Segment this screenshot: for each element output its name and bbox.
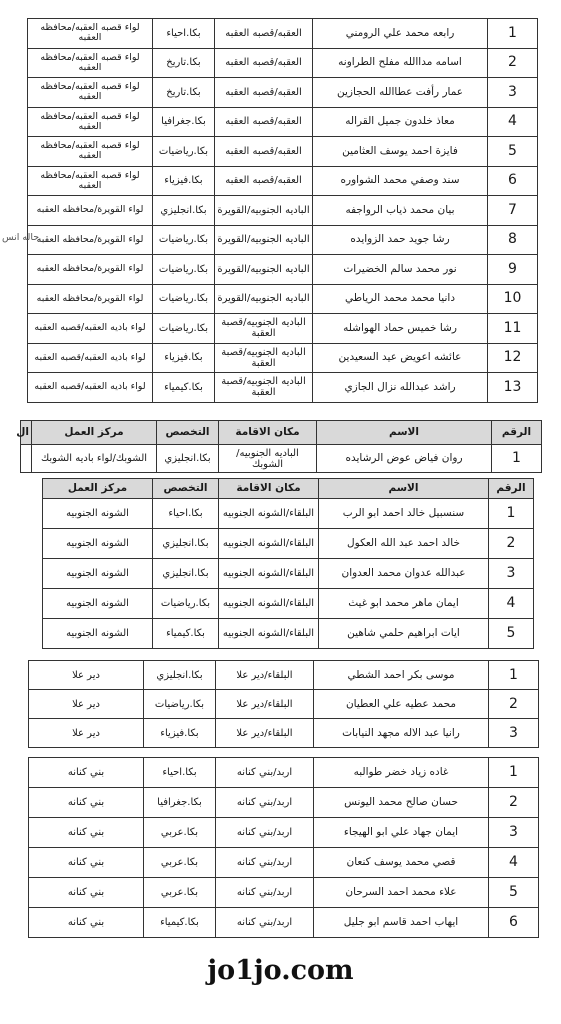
row-name: رابعه محمد علي الرومني [313,19,488,49]
table-row [28,196,538,226]
table-row [29,788,539,818]
table-header-row [43,479,534,499]
row-residence: الباديه الجنوبيه/قصبة العقبة [215,373,313,403]
table-row [28,137,538,167]
row-work: لواء قصبه العقبه/محافظه العقبه [28,78,153,108]
table-row [29,908,539,938]
footer-site: jo1jo.com [207,955,354,986]
row-name: سنسبيل خالد احمد ابو الرب [319,499,489,529]
table-row [29,661,539,690]
table-row [43,499,534,529]
row-work: الشونه الجنوبيه [43,529,153,559]
header-no: الرقم [489,479,534,499]
row-residence: اربد/بني كنانه [216,878,314,908]
row-name: ايمان جهاد علي ابو الهيجاء [314,818,489,848]
row-residence: الباديه الجنوبيه/القويرة [215,255,313,285]
table-row [43,529,534,559]
row-name: معاذ خلدون جميل القراله [313,107,488,137]
row-name: دانيا محمد محمد الرياطي [313,284,488,314]
row-major: بكا.احياء [153,499,219,529]
header-extra: ال [21,421,32,445]
row-name: اسامه مداالله مفلح الطراونه [313,48,488,78]
row-major: بكا.انجليزي [153,196,215,226]
row-work: دير علا [29,719,144,748]
row-name: سند وصفي محمد الشواوره [313,166,488,196]
table-row [43,559,534,589]
table-bani-kinanah [28,757,539,938]
row-work: الشوبك/لواء باديه الشوبك [32,445,157,473]
row-residence: العقبه/قصبه العقبه [215,107,313,137]
row-work: لواء قصبه العقبه/محافظه العقبه [28,137,153,167]
row-major: بكا.انجليزي [153,529,219,559]
table-row [29,690,539,719]
row-major: بكا.تاريخ [153,48,215,78]
row-work: بني كنانه [29,908,144,938]
row-major: بكا.كيمياء [153,373,215,403]
row-residence: البلقاء/الشونه الجنوبيه [219,589,319,619]
row-residence: العقبه/قصبه العقبه [215,137,313,167]
row-work: لواء باديه العقبه/قصبه العقبه [28,314,153,344]
row-number: 12 [488,343,538,373]
row-work: الشونه الجنوبيه [43,589,153,619]
row-work: الشونه الجنوبيه [43,619,153,649]
row-number: 1 [489,661,539,690]
row-number: 1 [488,19,538,49]
row-major: بكا.فيزياء [144,719,216,748]
row-number: 3 [489,818,539,848]
row-major: بكا.عربي [144,818,216,848]
row-residence: العقبه/قصبه العقبه [215,48,313,78]
row-work: لواء قصبه العقبه/محافظه العقبه [28,107,153,137]
table-row [28,48,538,78]
row-number: 5 [488,137,538,167]
row-major: بكا.رياضيات [153,314,215,344]
row-number: 7 [488,196,538,226]
header-work: مركز العمل [43,479,153,499]
row-major: بكا.رياضيات [153,137,215,167]
row-name: عمار رأفت عطاالله الحجازين [313,78,488,108]
row-name: قصي محمد يوسف كنعان [314,848,489,878]
table-row [29,719,539,748]
table-row [21,445,542,473]
row-major: بكا.كيمياء [153,619,219,649]
table-row [43,619,534,649]
row-number: 10 [488,284,538,314]
row-work: الشونه الجنوبيه [43,499,153,529]
row-name: خالد احمد عبد الله العكول [319,529,489,559]
row-name: رانيا عبد الاله مجهد النيابات [314,719,489,748]
row-name: بيان محمد ذياب الرواجفه [313,196,488,226]
table-row [28,225,538,255]
row-work: بني كنانه [29,758,144,788]
row-residence: الباديه الجنوبيه/القويرة [215,196,313,226]
row-number: 5 [489,619,534,649]
row-major: بكا.انجليزي [144,661,216,690]
table-header-row [21,421,542,445]
row-major: بكا.احياء [153,19,215,49]
row-residence: البلقاء/الشونه الجنوبيه [219,499,319,529]
header-no: الرقم [492,421,542,445]
table-row [28,343,538,373]
row-number: 1 [489,758,539,788]
row-name: رشا خميس حماد الهواشله [313,314,488,344]
row-name: موسى بكر احمد الشطي [314,661,489,690]
row-number: 4 [489,589,534,619]
row-number: 6 [488,166,538,196]
header-name: الاسم [319,479,489,499]
row-major: بكا.رياضيات [153,589,219,619]
row-work: بني كنانه [29,818,144,848]
row-residence: اربد/بني كنانه [216,908,314,938]
row-work: بني كنانه [29,878,144,908]
row-number: 4 [489,848,539,878]
row-residence: اربد/بني كنانه [216,848,314,878]
row-residence: البلقاء/دير علا [216,719,314,748]
row-work: لواء قصبه العقبه/محافظه العقبه [28,166,153,196]
header-residence: مكان الاقامة [219,421,317,445]
row-residence: الباديه الجنوبيه/القويرة [215,284,313,314]
row-work: الشونه الجنوبيه [43,559,153,589]
row-residence: العقبه/قصبه العقبه [215,19,313,49]
row-residence: البلقاء/الشونه الجنوبيه [219,529,319,559]
row-work: لواء القويرة/محافظه العقبه [28,255,153,285]
row-work: لواء القويرة/محافظه العقبه [28,196,153,226]
header-major: التخصص [153,479,219,499]
row-residence: البلقاء/الشونه الجنوبيه [219,559,319,589]
row-major: بكا.تاريخ [153,78,215,108]
row-number: 6 [489,908,539,938]
row-name: عبدالله عدوان محمد العدوان [319,559,489,589]
row-major: بكا.عربي [144,848,216,878]
row-major: بكا.رياضيات [153,284,215,314]
row-work: لواء القويرة/محافظه العقبه [28,225,153,255]
table-aqaba [27,18,538,403]
row-work: دير علا [29,690,144,719]
table-row [28,284,538,314]
table-row [29,758,539,788]
row-name: محمد عطيه علي العطيان [314,690,489,719]
table-row [29,848,539,878]
header-work: مركز العمل [32,421,157,445]
row-work: بني كنانه [29,848,144,878]
table-row [28,166,538,196]
row-number: 2 [489,529,534,559]
row-number: 1 [492,445,542,473]
row-major: بكا.احياء [144,758,216,788]
row-residence: العقبه/قصبه العقبه [215,166,313,196]
row-number: 5 [489,878,539,908]
row-name: راشد عبدالله نزال الجازي [313,373,488,403]
row-major: بكا.كيمياء [144,908,216,938]
row-residence: البلقاء/الشونه الجنوبيه [219,619,319,649]
table-row [29,878,539,908]
table-row [43,589,534,619]
row-number: 13 [488,373,538,403]
row-name: علاء محمد احمد السرحان [314,878,489,908]
table-row [28,373,538,403]
header-name: الاسم [317,421,492,445]
table-south-shuneh [42,478,534,649]
row-number: 11 [488,314,538,344]
row-major: بكا.فيزياء [153,166,215,196]
row-number: 2 [488,48,538,78]
row-residence: الباديه الجنوبيه/قصبة العقبة [215,314,313,344]
row-number: 4 [488,107,538,137]
row-name: ايات ابراهيم حلمي شاهين [319,619,489,649]
table-row [28,19,538,49]
header-major: التخصص [157,421,219,445]
row-work: لواء قصبه العقبه/محافظه العقبه [28,19,153,49]
table-deir-alla [28,660,539,748]
row-name: غاده زياد خضر طوالبه [314,758,489,788]
row-number: 9 [488,255,538,285]
row-number: 3 [489,559,534,589]
row-number: 3 [489,719,539,748]
row-name: ايمان ماهر محمد ابو غيث [319,589,489,619]
row-number: 8 [488,225,538,255]
row-work: بني كنانه [29,788,144,818]
row-residence: الباديه الجنوبيه/القويرة [215,225,313,255]
table-row [29,818,539,848]
row-residence: اربد/بني كنانه [216,818,314,848]
table-row [28,314,538,344]
row-name: عائشه اعويض عيد السعيدين [313,343,488,373]
header-residence: مكان الاقامة [219,479,319,499]
row-number: 2 [489,690,539,719]
row-residence: البلقاء/دير علا [216,690,314,719]
row-name: نور محمد سالم الخضيرات [313,255,488,285]
row-residence: العقبه/قصبه العقبه [215,78,313,108]
row-work: لواء قصبه العقبه/محافظه العقبه [28,48,153,78]
row-residence: البلقاء/دير علا [216,661,314,690]
row-residence: اربد/بني كنانه [216,758,314,788]
row-major: بكا.رياضيات [144,690,216,719]
row-work: لواء باديه العقبه/قصبه العقبه [28,343,153,373]
table-row [28,78,538,108]
row-name: روان فياض عوض الرشايده [317,445,492,473]
row-extra [21,445,32,473]
row-work: دير علا [29,661,144,690]
row-name: فايزة احمد يوسف العثامين [313,137,488,167]
row-name: رشا جويد حمد الزوايده [313,225,488,255]
side-note: حاله انس [2,232,40,243]
row-number: 3 [488,78,538,108]
row-major: بكا.انجليزي [157,445,219,473]
row-major: بكا.جغرافيا [153,107,215,137]
row-number: 1 [489,499,534,529]
row-major: بكا.انجليزي [153,559,219,589]
row-number: 2 [489,788,539,818]
row-major: بكا.جغرافيا [144,788,216,818]
row-work: لواء القويرة/محافظه العقبه [28,284,153,314]
row-residence: اربد/بني كنانه [216,788,314,818]
row-major: بكا.عربي [144,878,216,908]
row-major: بكا.فيزياء [153,343,215,373]
table-row [28,255,538,285]
row-major: بكا.رياضيات [153,225,215,255]
row-name: ايهاب احمد قاسم ابو جليل [314,908,489,938]
row-residence: الباديه الجنوبيه/قصبة العقبة [215,343,313,373]
table-row [28,107,538,137]
row-residence: الباديه الجنوبيه/الشوبك [219,445,317,473]
row-major: بكا.رياضيات [153,255,215,285]
row-work: لواء باديه العقبه/قصبه العقبه [28,373,153,403]
table-shobak [16,420,542,473]
row-name: حسان صالح محمد اليونس [314,788,489,818]
